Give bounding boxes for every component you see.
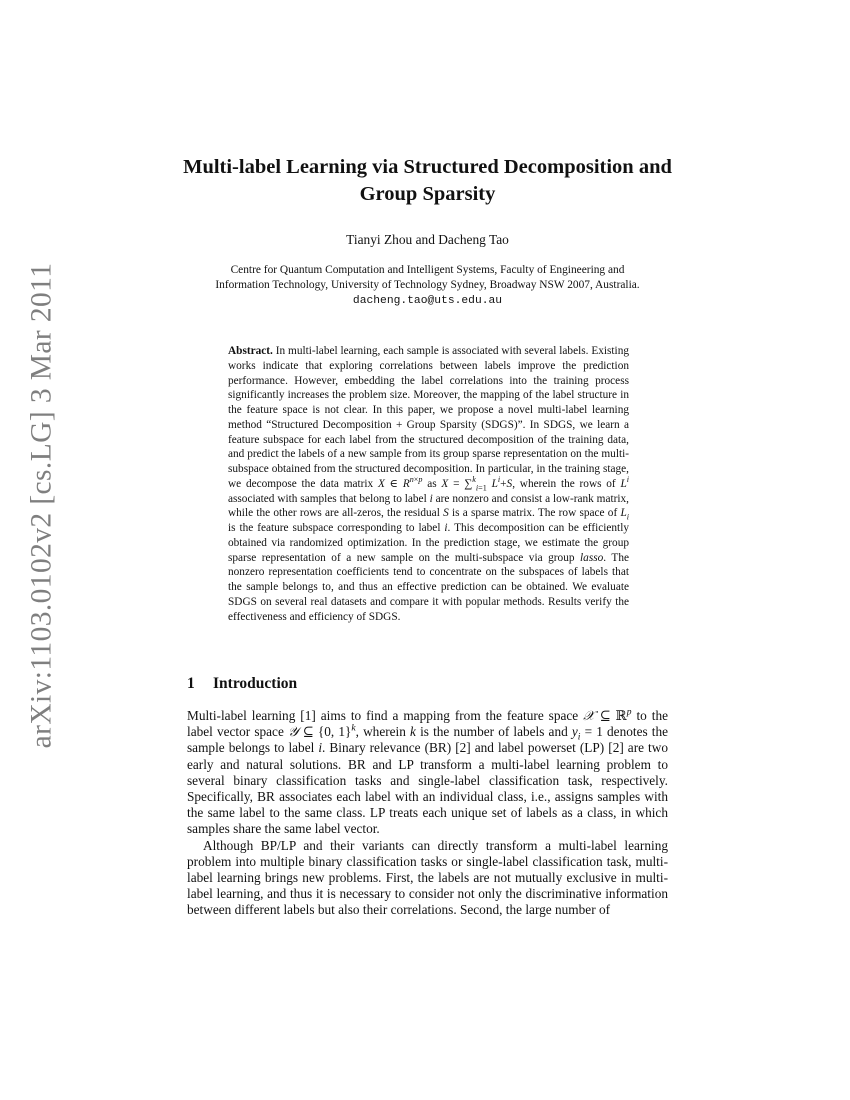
abstract-text-8: . This decomposition can be efficiently obtained via randomized optimization. In the prediction stage, we estimate the group sparse representation of a new sample on the multi-subspace via group (228, 522, 629, 564)
math-label-space: 𝒴 (288, 724, 299, 740)
title-line-1: Multi-label Learning via Structured Decomposition and (183, 156, 672, 178)
math-label-i: i (318, 740, 323, 756)
abstract: Abstract. In multi-label learning, each sample is associated with several labels. Existing works indicate that exploring correlations between labels improve the prediction performance. However, embedding the label correlations into the training process significantly increases the problem size. Moreover, the mapping of the label structure in the feature space is not clear. In this paper, we propose a novel multi-label learning method “Structured Decomposition + Group Sparsity (SDGS)”. In SDGS, we learn a feature subspace for each label from the structured decomposition of the training data, and predict the labels of a new sample from its group sparse representation on the multi-subspace obtained from the structured decomposition. In particular, in the training stage, we decompose the data matrix X ∈ $R^{n\times p}$ as X = ∑$^k_{i=1}$ $L^i+S$, wherein the rows of $L^i$ associated with samples that belong to label i are nonzero and consist a low-rank matrix, while the other rows are all-zeros, the residual S is a sparse matrix. The row space of $L_i$ is the feature subspace corresponding to label i. This decomposition can be efficiently obtained via randomized optimization. In the prediction stage, we estimate the group sparse representation of a new sample on the multi-subspace via group lasso. The nonzero representation coefficients tend to concentrate on the subspaces of labels that the sample belongs to, and thus an effective prediction can be obtained. We evaluate SDGS on several real datasets and compare it with popular methods. Results verify the effectiveness and efficiency of SDGS. (228, 345, 630, 623)
abstract-text-2: as (422, 477, 442, 490)
math-k: k (410, 724, 416, 740)
intro-paragraph-2: Although BP/LP and their variants can directly transform a multi-label learning problem into multiple binary classification tasks or single-label classification task, multi-label learning brings new problems. First, the labels are not mutually exclusive in multi-label learning, and thus it is necessary to consider not only the discriminative information between different labels but also their correlations. Second, the large number of (187, 837, 668, 918)
intro-paragraph-1: Multi-label learning [1] aims to find a mapping from the feature space 𝒳 ⊆ ℝ$^p$ to the label vector space 𝒴 ⊆ {0, 1}$^k$, wherein k is the number of labels and $y_i = 1$ denotes the sample belongs to label i. Binary relevance (BR) [2] and label powerset (LP) [2] are two early and natural solutions. BR and LP transform a multi-label learning problem to several binary classification tasks and single-label classification task, respectively. Specifically, BR associates each label with an individual class, i.e., assigns samples with the same label to the same class. LP treats each unique set of labels as a class, in which samples share the same label vector. (187, 706, 669, 837)
abstract-text-7: is the feature subspace corresponding to label (228, 522, 445, 534)
paper-title (150, 154, 705, 208)
math-feature-space: 𝒳 (583, 708, 595, 723)
affiliation (150, 263, 705, 309)
abstract-text-1: In multi-label learning, each sample is associated with several labels. Existing works indicate that exploring correlations between labels improve the prediction performance. However, embedding the label correlations into the training process significantly increases the problem size. Moreover, the mapping of the label structure in the feature space is not clear. In this paper, we propose a novel multi-label learning method “Structured Decomposition + Group Sparsity (SDGS)”. In SDGS, we learn a feature subspace for each label from the structured decomposition of the training data, and predict the labels of a new sample from its group sparse representation on the multi-subspace obtained from the structured decomposition. In particular, in the training stage, we decompose the data matrix (228, 345, 629, 490)
math-li: L (620, 477, 627, 490)
abstract-text-6: is a sparse matrix. The row space of (448, 507, 621, 520)
section-title: Introduction (213, 675, 298, 692)
math-yi: y (571, 724, 578, 740)
section-heading-introduction (187, 675, 297, 693)
authors: Tianyi Zhou and Dacheng Tao (346, 232, 509, 247)
author-email: dacheng.tao@uts.edu.au (352, 294, 503, 307)
abstract-text-9: . The nonzero representation coefficients tend to concentrate on the subspaces of labels that the sample belongs to, and thus an effective prediction can be obtained. We evaluate SDGS on several real datasets and compare it with popular methods. Results verify the effectiveness and efficiency of SDGS. (228, 551, 629, 623)
abstract-text-5: are nonzero and consist a low-rank matrix, while the other rows are all-zeros, the residual (228, 492, 629, 520)
math-x-in-r: X (377, 477, 385, 490)
section-number: 1 (187, 675, 195, 692)
abstract-label: Abstract. (228, 345, 273, 357)
affiliation-line-2: Information Technology, University of Technology Sydney, Broadway NSW 2007, Australia. (215, 279, 640, 292)
abstract-text-3: , wherein the rows of (512, 477, 621, 490)
title-line-2: Group Sparsity (359, 183, 496, 205)
abstract-text-4: associated with samples that belong to label (228, 492, 430, 505)
math-i: i (429, 492, 433, 505)
math-i-2: i (444, 522, 448, 534)
arxiv-identifier: arXiv:1103.0102v2 [cs.LG] 3 Mar 2011 (25, 262, 58, 748)
affiliation-line-1: Centre for Quantum Computation and Intelligent Systems, Faculty of Engineering and (230, 264, 625, 276)
introduction-body (187, 708, 668, 919)
math-s: S (443, 507, 449, 520)
arxiv-side-stamp (24, 262, 60, 748)
lasso-term: lasso (580, 551, 604, 564)
math-li-sub: L (620, 507, 627, 520)
math-decomposition: X (441, 477, 449, 490)
